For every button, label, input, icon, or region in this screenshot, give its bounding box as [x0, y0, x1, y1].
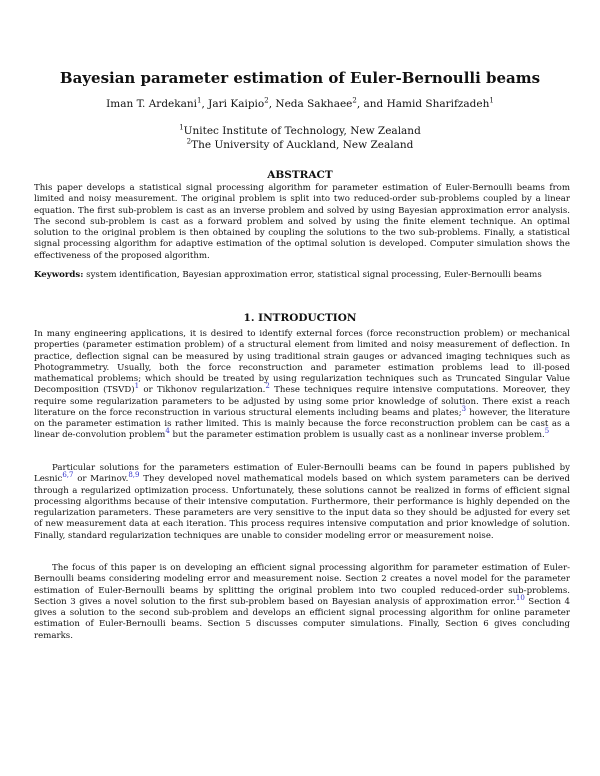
author-name: Neda Sakhaee: [275, 98, 353, 110]
citation-link[interactable]: 4: [165, 427, 170, 436]
abstract-text: This paper develops a statistical signal processing algorithm for parameter estimation of Euler-Bernoulli beams from limited and noisy measurement. The original problem is split into two reduced-order sub-problems coupled by a linear equation. The first sub-problem is cast as an inverse problem and solved by using Bayesian approximation error analysis. The second sub-problem is cast as a forward problem and solved by using the finite element technique. An optimal solution to the original problem is then obtained by coupling the solutions to the two sub-problems. Finally, a statistical signal processing algorithm for adaptive estimation of the optimal solution is developed. Computer simulation shows the effectiveness of the proposed algorithm.: [34, 183, 570, 261]
section-heading-introduction: 1. INTRODUCTION: [243, 312, 357, 324]
citation-link[interactable]: 5: [544, 427, 550, 436]
citation-link[interactable]: 8,9: [128, 471, 140, 480]
citation-link[interactable]: 6,7: [62, 471, 74, 480]
author-affiliation-mark: 1: [197, 96, 202, 105]
keywords-label: Keywords:: [34, 270, 84, 280]
author-name: Jari Kaipio: [208, 98, 265, 110]
keywords-text: system identification, Bayesian approximation error, statistical signal processing, Euler-Bernoulli beams: [86, 270, 542, 280]
affiliation: $^2$The University of Auckland, New Zealand: [186, 137, 414, 151]
affiliation-list: [30, 125, 570, 152]
abstract-heading: ABSTRACT: [267, 169, 333, 181]
citation-link[interactable]: 3: [461, 404, 467, 413]
author-name: Hamid Sharifzadeh: [386, 98, 490, 110]
intro-paragraph-1: In many engineering applications, it is desired to identify external forces (force reconstruction problem) or mechanical properties (parameter estimation problem) of a structural element from limited and noisy measurement of deflection. In practice, deflection signal can be measured by using traditional strain gauges or advanced imaging techniques such as Photogrammetry. Usually, both the force reconstruction and parameter estimation problems lead to ill-posed mathematical problems; which should be treated by using regularization techniques such as Truncated Singular Value Decomposition (TSVD)$^1$ or Tikhonov regularization.$^2$ These techniques require intensive computations. Moreover, they require some regularization parameters to be adjusted by using some prior knowledge of solution. There exist a reach literature on the force reconstruction in various structural elements including beams and plates;$^3$ however, the literature on the parameter estimation is rather limited. This is mainly because the force reconstruction problem can be cast as a linear de-convolution problem$^4$ but the parameter estimation problem is usually cast as a nonlinear inverse problem.$^5$: [34, 329, 570, 441]
keywords: [34, 270, 570, 281]
citation-link[interactable]: 10: [515, 593, 525, 602]
author-affiliation-mark: 1: [489, 96, 494, 105]
citation-link[interactable]: 2: [265, 382, 270, 391]
author-name: Iman T. Ardekani: [106, 98, 198, 110]
author-affiliation-mark: 2: [264, 96, 269, 105]
intro-paragraph-2: Particular solutions for the parameters estimation of Euler-Bernoulli beams can be found in papers published by Lesnic$^{6,7}$ or Marinov.$^{8,9}$ They developed novel mathematical models based on which system parameters can be derived through a regularized optimization process. Unfortunately, these solutions cannot be realized in forms of efficient signal processing algorithms because of their intensive computation. Furthermore, their performance is highly depended on the regularization parameters. These parameters are very sensitive to the input data so they should be adjusted for every set of new measurement data at each iteration. This process requires intensive computation and prior knowledge of solution. Finally, standard regularization techniques are unable to consider modeling error or measurement noise.: [34, 463, 570, 541]
intro-paragraph-3: The focus of this paper is on developing an efficient signal processing algorithm for parameter estimation of Euler-Bernoulli beams considering modeling error and measurement noise. Section 2 creates a novel model for the parameter estimation of Euler-Bernoulli beams by splitting the original problem into two coupled reduced-order sub-problems. Section 3 gives a novel solution to the first sub-problem based on Bayesian analysis of approximation error.$^{10}$ Section 4 gives a solution to the second sub-problem and develops an efficient signal processing algorithm for online parameter estimation of Euler-Bernoulli beams. Section 5 discusses computer simulations. Finally, Section 6 gives concluding remarks.: [34, 563, 570, 641]
author-affiliation-mark: 2: [352, 96, 357, 105]
citation-link[interactable]: 1: [134, 382, 140, 391]
paper-title: Bayesian parameter estimation of Euler-Bernoulli beams: [59, 69, 541, 87]
author-list: Iman T. Ardekani$^1$, Jari Kaipio$^2$, Neda Sakhaee$^2$, and Hamid Sharifzadeh$^1$: [106, 96, 494, 110]
affiliation: $^1$Unitec Institute of Technology, New Zealand: [179, 123, 421, 137]
